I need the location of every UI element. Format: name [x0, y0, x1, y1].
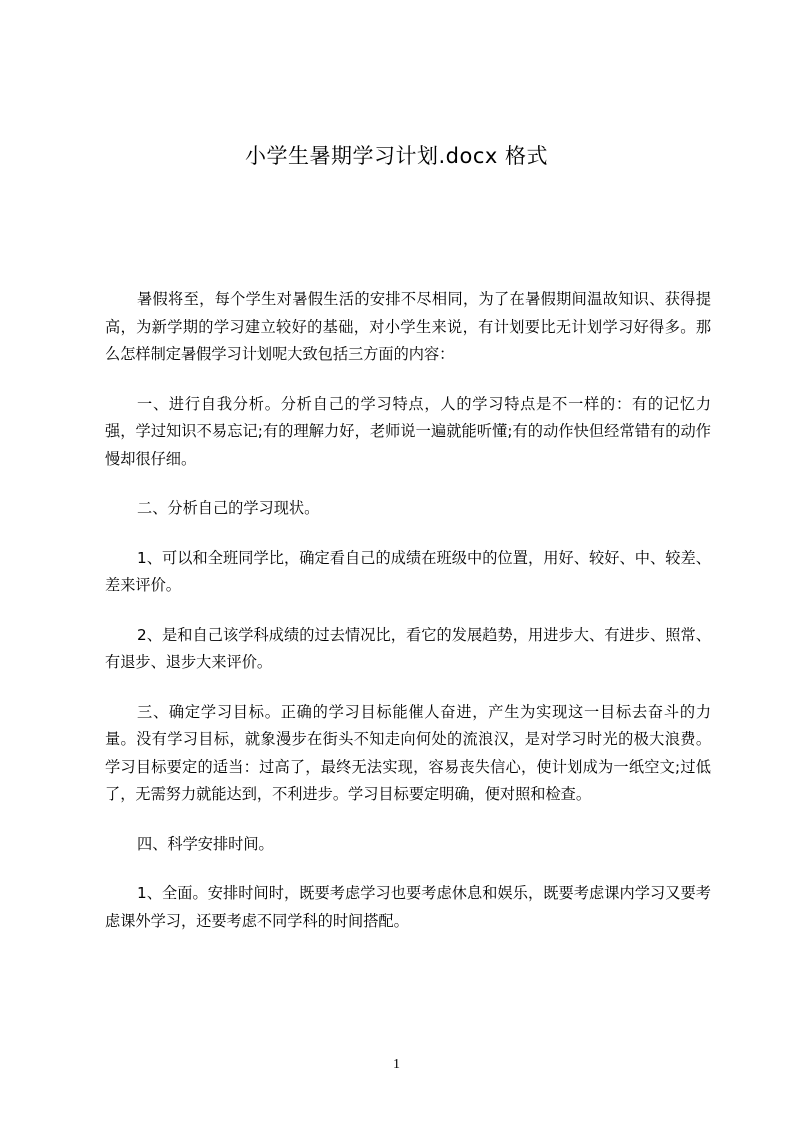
paragraph-intro: 暑假将至，每个学生对暑假生活的安排不尽相同，为了在暑假期间温故知识、获得提高，为新学期的学习建立较好的基础，对小学生来说，有计划要比无计划学习好得多。那么怎样制定暑假学习计划呢大致包括三方面的内容： — [105, 290, 711, 363]
document-title: 小学生暑期学习计划.docx 格式 — [244, 144, 548, 168]
paragraph-time-comprehensive: 1、全面。安排时间时，既要考虑学习也要考虑休息和娱乐，既要考虑课内学习又要考虑课外学习，还要考虑不同学科的时间搭配。 — [105, 884, 711, 930]
page-number: 1 — [393, 1057, 400, 1072]
paragraph-compare-class: 1、可以和全班同学比，确定看自己的成绩在班级中的位置，用好、较好、中、较差、差来评价。 — [105, 548, 711, 594]
document-body — [105, 286, 711, 935]
paragraph-self-analysis: 一、进行自我分析。分析自己的学习特点，人的学习特点是不一样的：有的记忆力强，学过知识不易忘记;有的理解力好，老师说一遍就能听懂;有的动作快但经常错有的动作慢却很仔细。 — [105, 394, 711, 468]
paragraph-compare-self: 2、是和自己该学科成绩的过去情况比，看它的发展趋势，用进步大、有进步、照常、有退步、退步大来评价。 — [105, 625, 711, 671]
paragraph-study-goals: 三、确定学习目标。正确的学习目标能催人奋进，产生为实现这一目标去奋斗的力量。没有学习目标，就象漫步在街头不知走向何处的流浪汉，是对学习时光的极大浪费。学习目标要定的适当：过高了，最终无法实现，容易丧失信心，使计划成为一纸空文;过低了，无需努力就能达到，不利进步。学习目标要定明确，便对照和检查。 — [105, 702, 711, 803]
paragraph-status-heading: 二、分析自己的学习现状。 — [137, 499, 320, 517]
paragraph-time-heading: 四、科学安排时间。 — [137, 834, 274, 853]
